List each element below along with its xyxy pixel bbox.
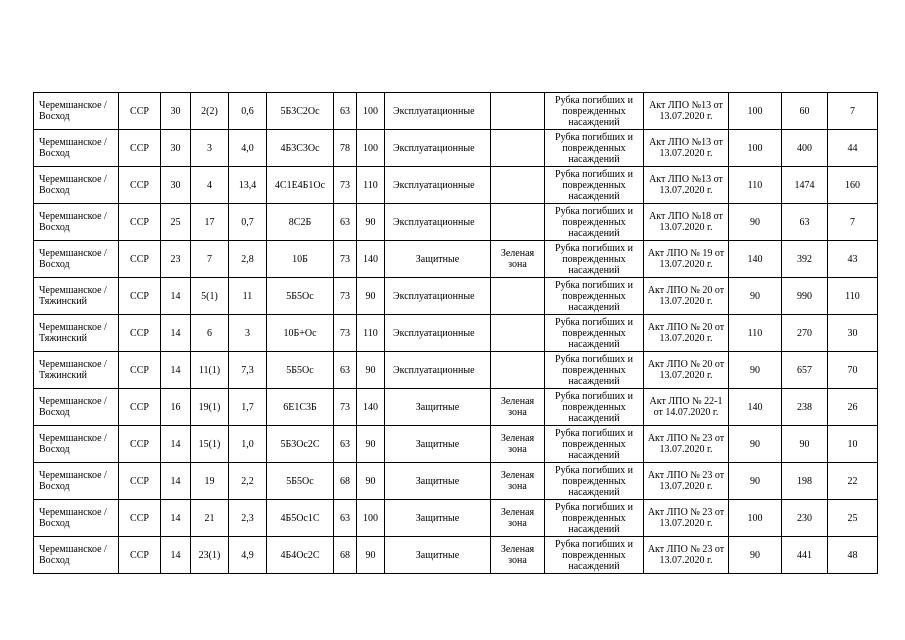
cell-forestry: Черемшанское / Восход: [34, 241, 119, 278]
cell-volume: 90: [357, 278, 385, 315]
cell-district: ССР: [119, 93, 161, 130]
cell-volume: 140: [357, 389, 385, 426]
cell-vydel: 7: [191, 241, 229, 278]
table-row: [34, 93, 878, 130]
cell-act: Акт ЛПО №18 от 13.07.2020 г.: [644, 204, 729, 241]
cell-age: 63: [334, 204, 357, 241]
cell-vydel: 5(1): [191, 278, 229, 315]
cell-composition: 4Б4Ос2С: [267, 537, 334, 574]
cell-value-2: 392: [782, 241, 828, 278]
cell-act: Акт ЛПО № 20 от 13.07.2020 г.: [644, 315, 729, 352]
cell-area: 4,9: [229, 537, 267, 574]
table-row: [34, 537, 878, 574]
cell-composition: 5Б3Ос2С: [267, 426, 334, 463]
cell-district: ССР: [119, 463, 161, 500]
cell-value-1: 100: [729, 130, 782, 167]
cell-value-1: 90: [729, 426, 782, 463]
cell-value-3: 48: [828, 537, 878, 574]
table-row: [34, 389, 878, 426]
table-row: [34, 167, 878, 204]
cell-value-1: 90: [729, 352, 782, 389]
cell-age: 73: [334, 167, 357, 204]
cell-forestry: Черемшанское / Восход: [34, 204, 119, 241]
cell-value-1: 140: [729, 389, 782, 426]
cell-category: Эксплуатационные: [385, 278, 491, 315]
table-row: [34, 315, 878, 352]
cell-value-1: 110: [729, 167, 782, 204]
cell-category: Защитные: [385, 426, 491, 463]
cell-composition: 10Б+Ос: [267, 315, 334, 352]
cell-composition: 4С1Е4Б1Ос: [267, 167, 334, 204]
cell-area: 1,7: [229, 389, 267, 426]
cell-value-2: 1474: [782, 167, 828, 204]
cell-zone: [491, 352, 545, 389]
cell-vydel: 6: [191, 315, 229, 352]
cell-value-3: 26: [828, 389, 878, 426]
cell-composition: 6Е1С3Б: [267, 389, 334, 426]
cell-kvartal: 14: [161, 278, 191, 315]
cell-kvartal: 14: [161, 352, 191, 389]
cell-area: 0,7: [229, 204, 267, 241]
cell-value-2: 63: [782, 204, 828, 241]
cell-value-3: 160: [828, 167, 878, 204]
cell-category: Защитные: [385, 389, 491, 426]
cell-area: 2,2: [229, 463, 267, 500]
cell-volume: 100: [357, 500, 385, 537]
cell-zone: Зеленая зона: [491, 389, 545, 426]
cell-district: ССР: [119, 537, 161, 574]
cell-category: Защитные: [385, 500, 491, 537]
table-body: [34, 93, 878, 574]
cell-district: ССР: [119, 352, 161, 389]
cell-vydel: 17: [191, 204, 229, 241]
cell-age: 63: [334, 93, 357, 130]
cell-category: Эксплуатационные: [385, 315, 491, 352]
cell-composition: 5Б5Ос: [267, 463, 334, 500]
cell-forestry: Черемшанское / Восход: [34, 167, 119, 204]
cell-district: ССР: [119, 278, 161, 315]
cell-forestry: Черемшанское / Восход: [34, 426, 119, 463]
cell-value-3: 25: [828, 500, 878, 537]
cell-forestry: Черемшанское / Тяжинский: [34, 315, 119, 352]
cell-zone: Зеленая зона: [491, 463, 545, 500]
cell-vydel: 15(1): [191, 426, 229, 463]
cell-volume: 90: [357, 463, 385, 500]
cell-value-1: 110: [729, 315, 782, 352]
cell-value-3: 30: [828, 315, 878, 352]
cell-value-2: 400: [782, 130, 828, 167]
cell-age: 78: [334, 130, 357, 167]
cell-area: 4,0: [229, 130, 267, 167]
cell-vydel: 21: [191, 500, 229, 537]
cell-zone: Зеленая зона: [491, 537, 545, 574]
cell-area: 7,3: [229, 352, 267, 389]
cell-age: 68: [334, 537, 357, 574]
cell-area: 13,4: [229, 167, 267, 204]
table-row: [34, 204, 878, 241]
cell-act: Акт ЛПО № 23 от 13.07.2020 г.: [644, 500, 729, 537]
felling-table: [33, 92, 878, 574]
cell-age: 63: [334, 500, 357, 537]
cell-age: 73: [334, 389, 357, 426]
cell-forestry: Черемшанское / Восход: [34, 463, 119, 500]
cell-area: 3: [229, 315, 267, 352]
table-row: [34, 352, 878, 389]
cell-felling-type: Рубка погибших и поврежденных насаждений: [545, 352, 644, 389]
cell-act: Акт ЛПО № 23 от 13.07.2020 г.: [644, 537, 729, 574]
cell-act: Акт ЛПО №13 от 13.07.2020 г.: [644, 130, 729, 167]
cell-act: Акт ЛПО № 20 от 13.07.2020 г.: [644, 352, 729, 389]
cell-kvartal: 30: [161, 130, 191, 167]
cell-value-1: 100: [729, 500, 782, 537]
cell-value-2: 198: [782, 463, 828, 500]
cell-value-2: 230: [782, 500, 828, 537]
cell-district: ССР: [119, 241, 161, 278]
cell-kvartal: 14: [161, 463, 191, 500]
cell-value-2: 90: [782, 426, 828, 463]
cell-kvartal: 14: [161, 500, 191, 537]
cell-composition: 4Б5Ос1С: [267, 500, 334, 537]
cell-category: Эксплуатационные: [385, 93, 491, 130]
cell-composition: 4Б3С3Ос: [267, 130, 334, 167]
table-row: [34, 500, 878, 537]
cell-age: 63: [334, 426, 357, 463]
cell-category: Защитные: [385, 537, 491, 574]
cell-forestry: Черемшанское / Восход: [34, 500, 119, 537]
table-row: [34, 130, 878, 167]
cell-act: Акт ЛПО № 23 от 13.07.2020 г.: [644, 463, 729, 500]
cell-volume: 110: [357, 167, 385, 204]
cell-felling-type: Рубка погибших и поврежденных насаждений: [545, 130, 644, 167]
cell-value-1: 90: [729, 463, 782, 500]
cell-felling-type: Рубка погибших и поврежденных насаждений: [545, 389, 644, 426]
cell-volume: 90: [357, 426, 385, 463]
cell-category: Эксплуатационные: [385, 167, 491, 204]
cell-value-3: 70: [828, 352, 878, 389]
cell-value-1: 90: [729, 204, 782, 241]
cell-vydel: 11(1): [191, 352, 229, 389]
cell-age: 73: [334, 315, 357, 352]
cell-value-3: 7: [828, 204, 878, 241]
cell-value-3: 44: [828, 130, 878, 167]
cell-district: ССР: [119, 204, 161, 241]
cell-volume: 100: [357, 130, 385, 167]
cell-value-3: 22: [828, 463, 878, 500]
cell-composition: 5Б5Ос: [267, 278, 334, 315]
cell-kvartal: 30: [161, 93, 191, 130]
cell-zone: [491, 278, 545, 315]
cell-volume: 90: [357, 537, 385, 574]
cell-composition: 5Б3С2Ос: [267, 93, 334, 130]
cell-value-3: 110: [828, 278, 878, 315]
cell-act: Акт ЛПО № 23 от 13.07.2020 г.: [644, 426, 729, 463]
cell-forestry: Черемшанское / Восход: [34, 537, 119, 574]
cell-zone: [491, 167, 545, 204]
cell-category: Защитные: [385, 241, 491, 278]
cell-value-3: 10: [828, 426, 878, 463]
cell-forestry: Черемшанское / Тяжинский: [34, 352, 119, 389]
cell-vydel: 19(1): [191, 389, 229, 426]
table-row: [34, 463, 878, 500]
cell-volume: 90: [357, 352, 385, 389]
cell-area: 1,0: [229, 426, 267, 463]
cell-age: 63: [334, 352, 357, 389]
cell-value-1: 90: [729, 278, 782, 315]
cell-kvartal: 14: [161, 426, 191, 463]
cell-value-2: 990: [782, 278, 828, 315]
cell-volume: 110: [357, 315, 385, 352]
cell-value-2: 60: [782, 93, 828, 130]
cell-forestry: Черемшанское / Восход: [34, 389, 119, 426]
cell-district: ССР: [119, 315, 161, 352]
cell-act: Акт ЛПО № 19 от 13.07.2020 г.: [644, 241, 729, 278]
cell-act: Акт ЛПО №13 от 13.07.2020 г.: [644, 93, 729, 130]
cell-vydel: 3: [191, 130, 229, 167]
cell-category: Защитные: [385, 463, 491, 500]
cell-value-1: 100: [729, 93, 782, 130]
cell-value-1: 90: [729, 537, 782, 574]
cell-age: 73: [334, 278, 357, 315]
cell-zone: [491, 93, 545, 130]
cell-category: Эксплуатационные: [385, 130, 491, 167]
cell-volume: 140: [357, 241, 385, 278]
cell-kvartal: 23: [161, 241, 191, 278]
cell-forestry: Черемшанское / Восход: [34, 130, 119, 167]
table-row: [34, 241, 878, 278]
cell-kvartal: 25: [161, 204, 191, 241]
cell-felling-type: Рубка погибших и поврежденных насаждений: [545, 315, 644, 352]
cell-felling-type: Рубка погибших и поврежденных насаждений: [545, 93, 644, 130]
cell-kvartal: 16: [161, 389, 191, 426]
cell-area: 11: [229, 278, 267, 315]
cell-composition: 10Б: [267, 241, 334, 278]
cell-vydel: 19: [191, 463, 229, 500]
cell-value-2: 238: [782, 389, 828, 426]
table-row: [34, 426, 878, 463]
cell-zone: Зеленая зона: [491, 500, 545, 537]
cell-value-3: 43: [828, 241, 878, 278]
cell-value-2: 270: [782, 315, 828, 352]
cell-district: ССР: [119, 167, 161, 204]
cell-vydel: 2(2): [191, 93, 229, 130]
cell-forestry: Черемшанское / Восход: [34, 93, 119, 130]
cell-vydel: 4: [191, 167, 229, 204]
cell-zone: [491, 315, 545, 352]
cell-age: 68: [334, 463, 357, 500]
cell-forestry: Черемшанское / Тяжинский: [34, 278, 119, 315]
table-row: [34, 278, 878, 315]
cell-zone: Зеленая зона: [491, 241, 545, 278]
cell-district: ССР: [119, 500, 161, 537]
cell-kvartal: 14: [161, 315, 191, 352]
cell-act: Акт ЛПО № 22-1 от 14.07.2020 г.: [644, 389, 729, 426]
cell-zone: [491, 204, 545, 241]
cell-zone: [491, 130, 545, 167]
cell-felling-type: Рубка погибших и поврежденных насаждений: [545, 537, 644, 574]
cell-category: Эксплуатационные: [385, 352, 491, 389]
cell-area: 2,8: [229, 241, 267, 278]
cell-composition: 8С2Б: [267, 204, 334, 241]
cell-zone: Зеленая зона: [491, 426, 545, 463]
cell-act: Акт ЛПО № 20 от 13.07.2020 г.: [644, 278, 729, 315]
cell-value-1: 140: [729, 241, 782, 278]
cell-felling-type: Рубка погибших и поврежденных насаждений: [545, 500, 644, 537]
cell-district: ССР: [119, 389, 161, 426]
cell-felling-type: Рубка погибших и поврежденных насаждений: [545, 167, 644, 204]
cell-district: ССР: [119, 130, 161, 167]
cell-kvartal: 30: [161, 167, 191, 204]
cell-volume: 100: [357, 93, 385, 130]
cell-value-3: 7: [828, 93, 878, 130]
cell-area: 2,3: [229, 500, 267, 537]
cell-volume: 90: [357, 204, 385, 241]
cell-value-2: 657: [782, 352, 828, 389]
cell-district: ССР: [119, 426, 161, 463]
cell-felling-type: Рубка погибших и поврежденных насаждений: [545, 241, 644, 278]
cell-value-2: 441: [782, 537, 828, 574]
cell-area: 0,6: [229, 93, 267, 130]
cell-age: 73: [334, 241, 357, 278]
cell-kvartal: 14: [161, 537, 191, 574]
cell-felling-type: Рубка погибших и поврежденных насаждений: [545, 278, 644, 315]
cell-felling-type: Рубка погибших и поврежденных насаждений: [545, 463, 644, 500]
cell-composition: 5Б5Ос: [267, 352, 334, 389]
cell-act: Акт ЛПО №13 от 13.07.2020 г.: [644, 167, 729, 204]
cell-felling-type: Рубка погибших и поврежденных насаждений: [545, 426, 644, 463]
cell-category: Эксплуатационные: [385, 204, 491, 241]
cell-felling-type: Рубка погибших и поврежденных насаждений: [545, 204, 644, 241]
cell-vydel: 23(1): [191, 537, 229, 574]
